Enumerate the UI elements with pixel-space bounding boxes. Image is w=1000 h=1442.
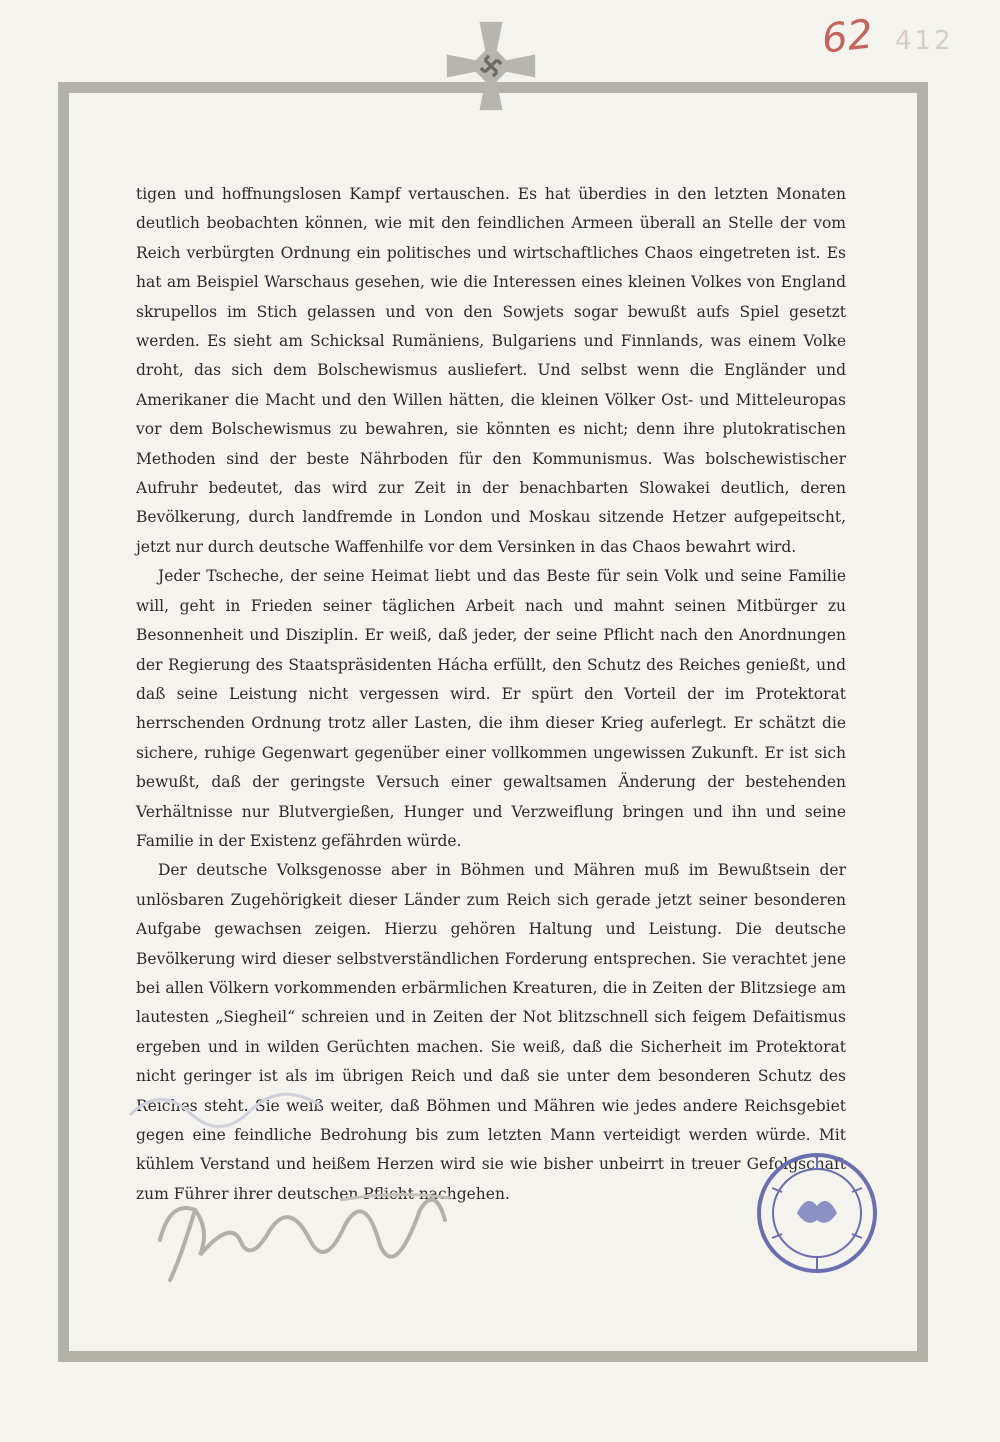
paragraph-1: tigen und hoffnungslosen Kampf vertauschen. Es hat überdies in den letzten Monaten deutlich beobachten können, wie mit den feindlichen Armeen überall an Stelle der vom Reich verbürgten Ordnung ein politisches und wirtschaftliches Chaos eingetreten ist. Es hat am Beispiel Warschaus gesehen, wie die Interessen eines kleinen Volkes von England skrupellos im Stich gelassen und von den Sowjets sogar bewußt aufs Spiel gesetzt werden. Es sieht am Schicksal Rumäniens, Bulgariens und Finnlands, was einem Volke droht, das sich dem Bolschewismus ausliefert. Und selbst wenn die Engländer und Amerikaner die Macht und den Willen hätten, die kleinen Völker Ost- und Mitteleuropas vor dem Bolschewismus zu bewahren, sie könnten es nicht; denn ihre plutokratischen Methoden sind der beste Nährboden für den Kommunismus. Was bolschewistischer Aufruhr bedeutet, das wird zur Zeit in der benachbarten Slowakei deutlich, deren Bevölkerung, durch landfremde in London und Moskau sitzende Hetzer aufgepeitscht, jetzt nur durch deutsche Waffenhilfe vor dem Versinken in das Chaos bewahrt wird. (136, 185, 846, 556)
paragraph-2: Jeder Tscheche, der seine Heimat liebt und das Beste für sein Volk und seine Familie will, geht in Frieden seiner täglichen Arbeit nach und mahnt seinen Mitbürger zu Besonnenheit und Disziplin. Er weiß, daß jeder, der seine Pflicht nach den Anordnungen der Regierung des Staatspräsidenten Hácha erfüllt, den Schutz des Reiches genießt, und daß seine Leistung nicht vergessen wird. Er spürt den Vorteil der im Protektorat herrschenden Ordnung trotz aller Lasten, die ihm dieser Krieg auferlegt. Er schätzt die sichere, ruhige Gegenwart gegenüber einer vollkommen ungewissen Zukunft. Er ist sich bewußt, daß der geringste Versuch einer gewaltsamen Änderung der bestehenden Verhältnisse nur Blutvergießen, Hunger und Verzweiflung bringen und ihn und seine Familie in der Existenz gefährden würde. (136, 567, 846, 850)
faint-annotation: 412 (895, 26, 954, 56)
iron-cross-icon (443, 18, 539, 114)
round-stamp-icon (752, 1148, 882, 1278)
main-text (136, 180, 846, 1209)
paragraph-3: Der deutsche Volksgenosse aber in Böhmen und Mähren muß im Bewußtsein der unlösbaren Zugehörigkeit dieser Länder zum Reich sich gerade jetzt seiner besonderen Aufgabe gewachsen zeigen. Hierzu gehören Haltung und Leistung. Die deutsche Bevölkerung wird dieser selbstverständlichen Forderung entsprechen. Sie verachtet jene bei allen Völkern vorkommenden erbärmlichen Kreaturen, die in Zeiten der Blitzsiege am lautesten „Siegheil“ schreien und in Zeiten der Not blitzschnell sich feigem Defaitismus ergeben und in wilden Gerüchten machen. Sie weiß, daß die Sicherheit im Protektorat nicht geringer ist als im übrigen Reich und daß sie unter dem besonderen Schutz des Reiches steht. Sie weiß weiter, daß Böhmen und Mähren wie jedes andere Reichsgebiet gegen eine feindliche Bedrohung bis zum letzten Mann verteidigt werden würde. Mit kühlem Verstand und heißem Herzen wird sie wie bisher unbeirrt in treuer Gefolgschaft zum Führer ihrer deutschen Pflicht nachgehen. (136, 861, 846, 1203)
handwritten-page-number: 62 (819, 11, 876, 63)
handwritten-signature-icon (140, 1170, 460, 1290)
faded-stamp-mark (120, 1075, 340, 1145)
